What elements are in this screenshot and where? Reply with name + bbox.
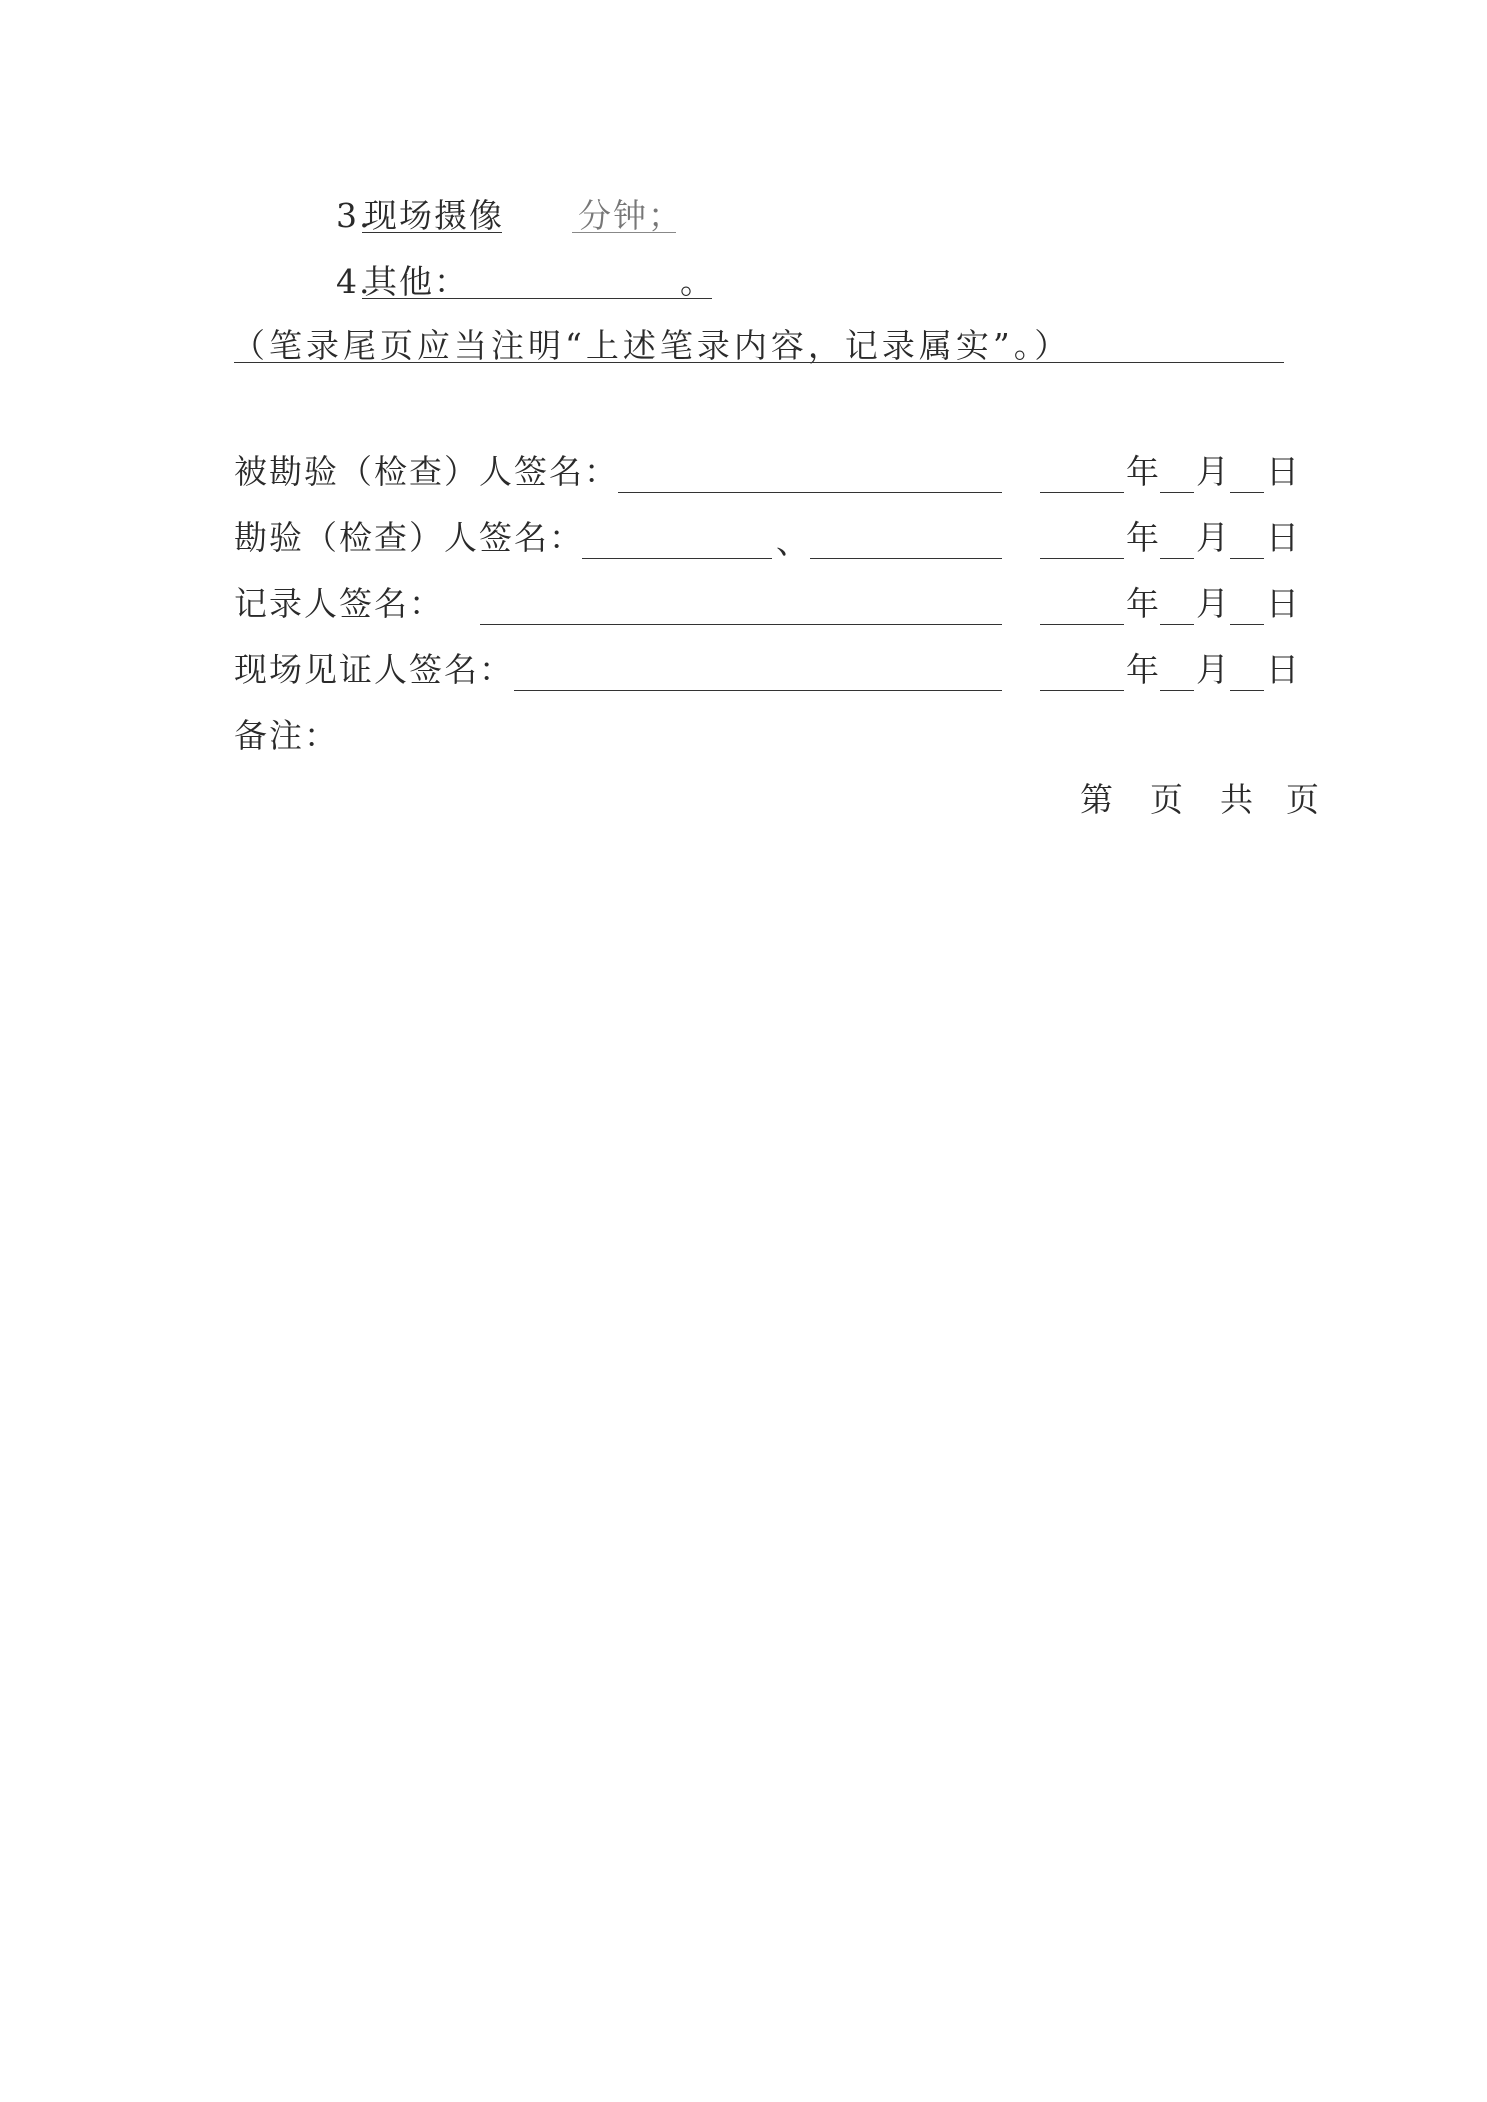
witness-signature-field[interactable] <box>514 690 1002 691</box>
video-item-number: 3. <box>336 196 372 235</box>
video-item-label: 现场摄像 <box>364 196 504 235</box>
year-label: 年 <box>1126 650 1161 689</box>
day-field[interactable] <box>1230 558 1264 559</box>
day-label: 日 <box>1266 650 1301 689</box>
inspector-signature-field-2[interactable] <box>810 558 1002 559</box>
other-item-number: 4. <box>336 262 372 301</box>
witness-signature-label: 现场见证人签名： <box>234 650 514 689</box>
inspected-person-signature-label: 被勘验（检查）人签名： <box>234 452 619 491</box>
month-label: 月 <box>1196 584 1231 623</box>
inspected-person-signature-field[interactable] <box>618 492 1002 493</box>
video-label-underline <box>362 232 502 233</box>
day-field[interactable] <box>1230 492 1264 493</box>
page-footer-page-2: 页 <box>1286 780 1321 819</box>
month-field[interactable] <box>1160 690 1194 691</box>
year-label: 年 <box>1126 584 1161 623</box>
page-footer-page-1: 页 <box>1150 780 1185 819</box>
inspector-signature-field-1[interactable] <box>582 558 772 559</box>
tail-page-note: （笔录尾页应当注明“上述笔录内容，记录属实”。） <box>232 326 1072 365</box>
year-field[interactable] <box>1040 690 1124 691</box>
remarks-label: 备注： <box>234 716 339 755</box>
page-footer-gong: 共 <box>1220 780 1255 819</box>
month-label: 月 <box>1196 650 1231 689</box>
video-minutes-field[interactable] <box>572 232 676 233</box>
inspector-separator: 、 <box>776 522 811 561</box>
day-label: 日 <box>1266 452 1301 491</box>
day-field[interactable] <box>1230 624 1264 625</box>
month-label: 月 <box>1196 452 1231 491</box>
day-label: 日 <box>1266 518 1301 557</box>
year-label: 年 <box>1126 518 1161 557</box>
month-field[interactable] <box>1160 624 1194 625</box>
year-field[interactable] <box>1040 492 1124 493</box>
year-field[interactable] <box>1040 558 1124 559</box>
month-field[interactable] <box>1160 558 1194 559</box>
recorder-signature-field[interactable] <box>480 624 1002 625</box>
day-field[interactable] <box>1230 690 1264 691</box>
day-label: 日 <box>1266 584 1301 623</box>
other-item-label: 其他： <box>364 262 469 301</box>
month-field[interactable] <box>1160 492 1194 493</box>
year-label: 年 <box>1126 452 1161 491</box>
other-end-mark: 。 <box>680 262 715 301</box>
video-unit: 分钟； <box>578 196 683 235</box>
recorder-signature-label: 记录人签名： <box>234 584 444 623</box>
inspector-signature-label: 勘验（检查）人签名： <box>234 518 584 557</box>
note-underline <box>234 362 1284 363</box>
year-field[interactable] <box>1040 624 1124 625</box>
other-field[interactable] <box>362 298 712 299</box>
page-footer-di: 第 <box>1080 780 1115 819</box>
month-label: 月 <box>1196 518 1231 557</box>
